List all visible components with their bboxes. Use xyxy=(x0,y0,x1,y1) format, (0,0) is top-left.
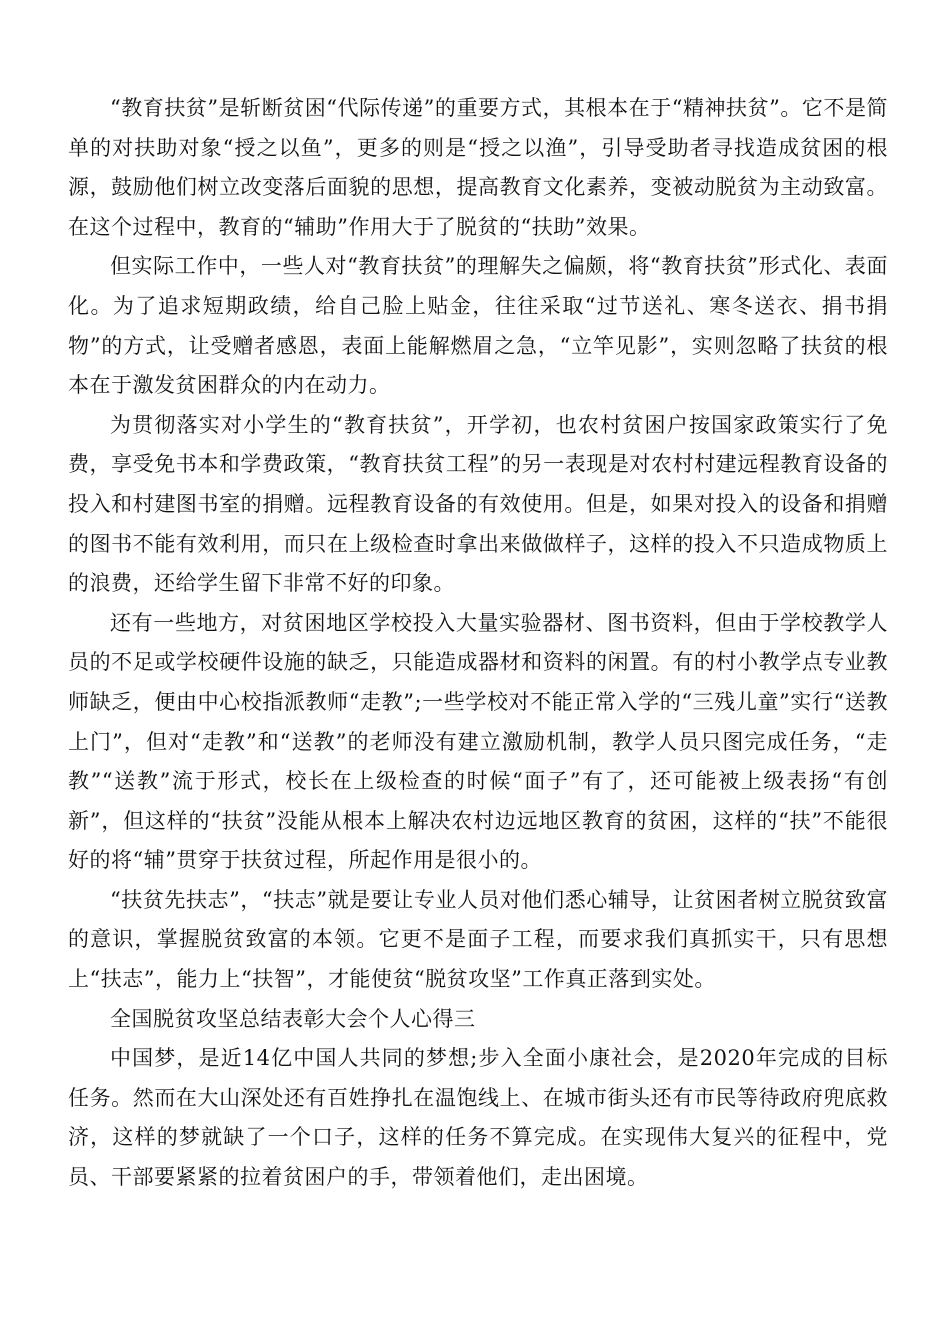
paragraph-implementation: 为贯彻落实对小学生的“教育扶贫”，开学初，也农村贫困户按国家政策实行了免费，享受免书本和学费政策，“教育扶贫工程”的另一表现是对农村村建远程教育设备的投入和村建图书室的捐赠。远程教育设备的有效使用。但是，如果对投入的设备和捐赠的图书不能有效利用，而只在上级检查时拿出来做做样子，这样的投入不只造成物质上的浪费，还给学生留下非常不好的印象。 xyxy=(68,412,888,596)
paragraph-misunderstanding: 但实际工作中，一些人对“教育扶贫”的理解失之偏颇，将“教育扶贫”形式化、表面化。为了追求短期政绩，给自己脸上贴金，往往采取“过节送礼、寒冬送衣、捐书捐物”的方式，让受赠者感恩，表面上能解燃眉之急，“立竿见影”，实则忽略了扶贫的根本在于激发贫困群众的内在动力。 xyxy=(68,254,888,398)
section-heading: 全国脱贫攻坚总结表彰大会个人心得三 xyxy=(110,1006,476,1031)
paragraph-chinese-dream: 中国梦，是近14亿中国人共同的梦想;步入全面小康社会，是2020年完成的目标任务。然而在大山深处还有百姓挣扎在温饱线上、在城市街头还有市民等待政府兜底救济，这样的梦就缺了一个口子，这样的任务不算完成。在实现伟大复兴的征程中，党员、干部要紧紧的拉着贫困户的手，带领着他们，走出困境。 xyxy=(68,1046,888,1190)
document-body xyxy=(68,89,888,1198)
paragraph-education-poverty-intro: “教育扶贫”是斩断贫困“代际传递”的重要方式，其根本在于“精神扶贫”。它不是简单的对扶助对象“授之以鱼”，更多的则是“授之以渔”，引导受助者寻找造成贫困的根源，鼓励他们树立改变落后面貌的思想，提高教育文化素养，变被动脱贫为主动致富。在这个过程中，教育的“辅助”作用大于了脱贫的“扶助”效果。 xyxy=(68,96,888,239)
paragraph-support-ambition: “扶贫先扶志”，“扶志”就是要让专业人员对他们悉心辅导，让贫困者树立脱贫致富的意识，掌握脱贫致富的本领。它更不是面子工程，而要求我们真抓实干，只有思想上“扶志”，能力上“扶智”，才能使贫“脱贫攻坚”工作真正落到实处。 xyxy=(68,887,888,992)
paragraph-resource-idle: 还有一些地方，对贫困地区学校投入大量实验器材、图书资料，但由于学校教学人员的不足或学校硬件设施的缺乏，只能造成器材和资料的闲置。有的村小教学点专业教师缺乏，便由中心校指派教师“走教”;一些学校对不能正常入学的“三残儿童”实行“送教上门”，但对“走教”和“送教”的老师没有建立激励机制，教学人员只图完成任务，“走教”“送教”流于形式，校长在上级检查的时候“面子”有了，还可能被上级表扬“有创新”，但这样的“扶贫”没能从根本上解决农村边远地区教育的贫困，这样的“扶”不能很好的将“辅”贯穿于扶贫过程，所起作用是很小的。 xyxy=(68,610,888,873)
